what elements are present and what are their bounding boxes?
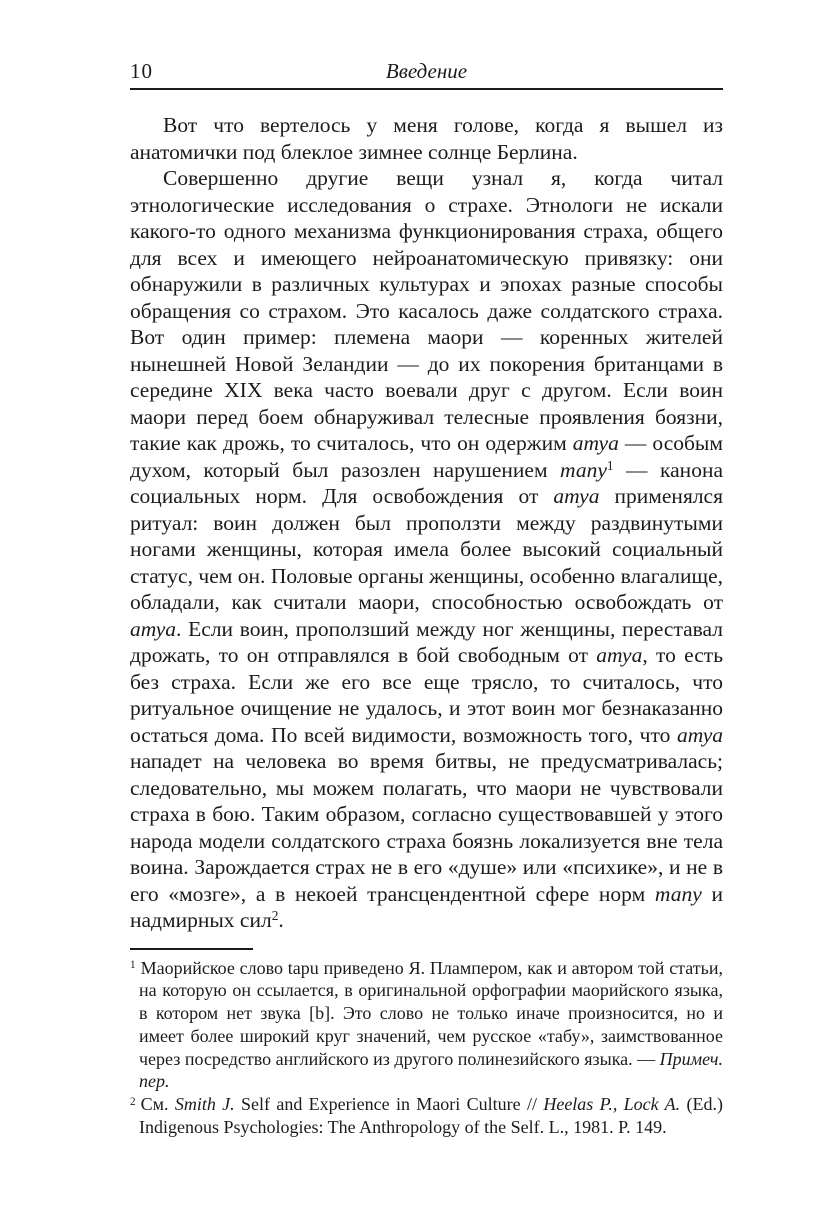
italic-term: атуа xyxy=(130,616,177,641)
text-run: См. xyxy=(140,1094,175,1115)
text-run: Маорийское слово tapu приведено Я. Плампером, как и автором той статьи, на которую он ссылается, в оригинальной орфографии маорийского языка, в котором нет звука [b]. Это слово не только иначе произносится, но и имеет более широкий круг значений, чем русское «табу», заимствованное через посредство английского из другого полинезийского языка. — xyxy=(139,957,723,1069)
text-run: — особым духом, который был разозлен нарушением xyxy=(130,431,723,482)
text-run: и надмирных сил xyxy=(130,881,723,932)
footnote-list xyxy=(130,957,723,1139)
italic-term: Heelas P., Lock A. xyxy=(543,1094,681,1115)
italic-term: Примеч. пер. xyxy=(139,1048,723,1092)
footnotes-section xyxy=(130,948,723,1139)
page-number: 10 xyxy=(130,59,153,83)
text-run: Совершенно другие вещи узнал я, когда читал этнологические исследования о страхе. Этнологи не искали какого-то одного механизма функционирования страха, общего для всех и имеющего нейроанатомическую привязку: они обнаружили в различных культурах и эпохах разные способы обращения со страхом. Это касалось даже солдатского страха. Вот один пример: племена маори — коренных жителей нынешней Новой Зеландии — до их покорения британцами в середине XIX века часто воевали друг с другом. Если воин маори перед боем обнаруживал телесные проявления боязни, такие как дрожь, то считалось, что он одержим xyxy=(130,166,723,455)
footnote-marker: 2 xyxy=(130,1095,136,1108)
body-paragraph xyxy=(130,165,723,934)
italic-term: Smith J. xyxy=(174,1094,235,1115)
footnote-item xyxy=(130,957,723,1094)
text-run: применялся ритуал: воин должен был проползти между раздвинутыми ногами женщины, которая имела более высокий социальный статус, чем он. Половые органы женщины, особенно влагалище, обладали, как считали маори, способностью освобождать от xyxy=(130,484,723,614)
text-run: . xyxy=(278,908,284,932)
text-run: , то есть без страха. Если же его все еще трясло, то считалось, что ритуальное очищение не удалось, и этот воин мог безнаказанно остаться дома. По всей видимости, возможность того, что xyxy=(130,643,723,747)
text-run: . Если воин, проползший между ног женщины, переставал дрожать, то он отправлялся в бой свободным от xyxy=(130,616,723,667)
footnote-marker: 1 xyxy=(130,958,136,971)
text-run: Вот что вертелось у меня голове, когда я вышел из анатомички под блеклое зимнее солнце Берлина. xyxy=(130,113,723,164)
footnote-reference: 1 xyxy=(606,457,614,473)
text-run: нападет на человека во время битвы, не предусматривалась; следовательно, мы можем полагать, что маори не чувствовали страха в бою. Таким образом, согласно существовавшей у этого народа модели солдатского страха боязнь локализуется вне тела воина. Зарождается страх не в его «душе» или «психике», и не в его «мозге», а в некоей трансцендентной сфере норм xyxy=(130,749,723,906)
italic-term: атуа xyxy=(572,431,619,455)
italic-term: атуа xyxy=(676,722,723,747)
text-run: Self and Experience in Maori Culture // xyxy=(234,1094,544,1115)
footnote-reference: 2 xyxy=(271,908,279,924)
body-paragraph xyxy=(130,112,723,165)
text-run: — канона социальных норм. Для освобождения от xyxy=(130,457,723,508)
text-run: (Ed.) Indigenous Psychologies: The Anthropology of the Self. L., 1981. P. 149. xyxy=(139,1094,723,1138)
italic-term: атуа xyxy=(553,484,600,508)
text-block xyxy=(130,57,723,1139)
italic-term: атуа xyxy=(596,643,643,667)
running-head-title: Введение xyxy=(385,59,468,83)
footnote-item xyxy=(130,1093,723,1139)
italic-term: тапу xyxy=(560,457,607,482)
footnote-separator xyxy=(130,948,253,950)
italic-term: тапу xyxy=(654,881,702,906)
page-header xyxy=(130,57,723,90)
body-text xyxy=(130,112,723,934)
